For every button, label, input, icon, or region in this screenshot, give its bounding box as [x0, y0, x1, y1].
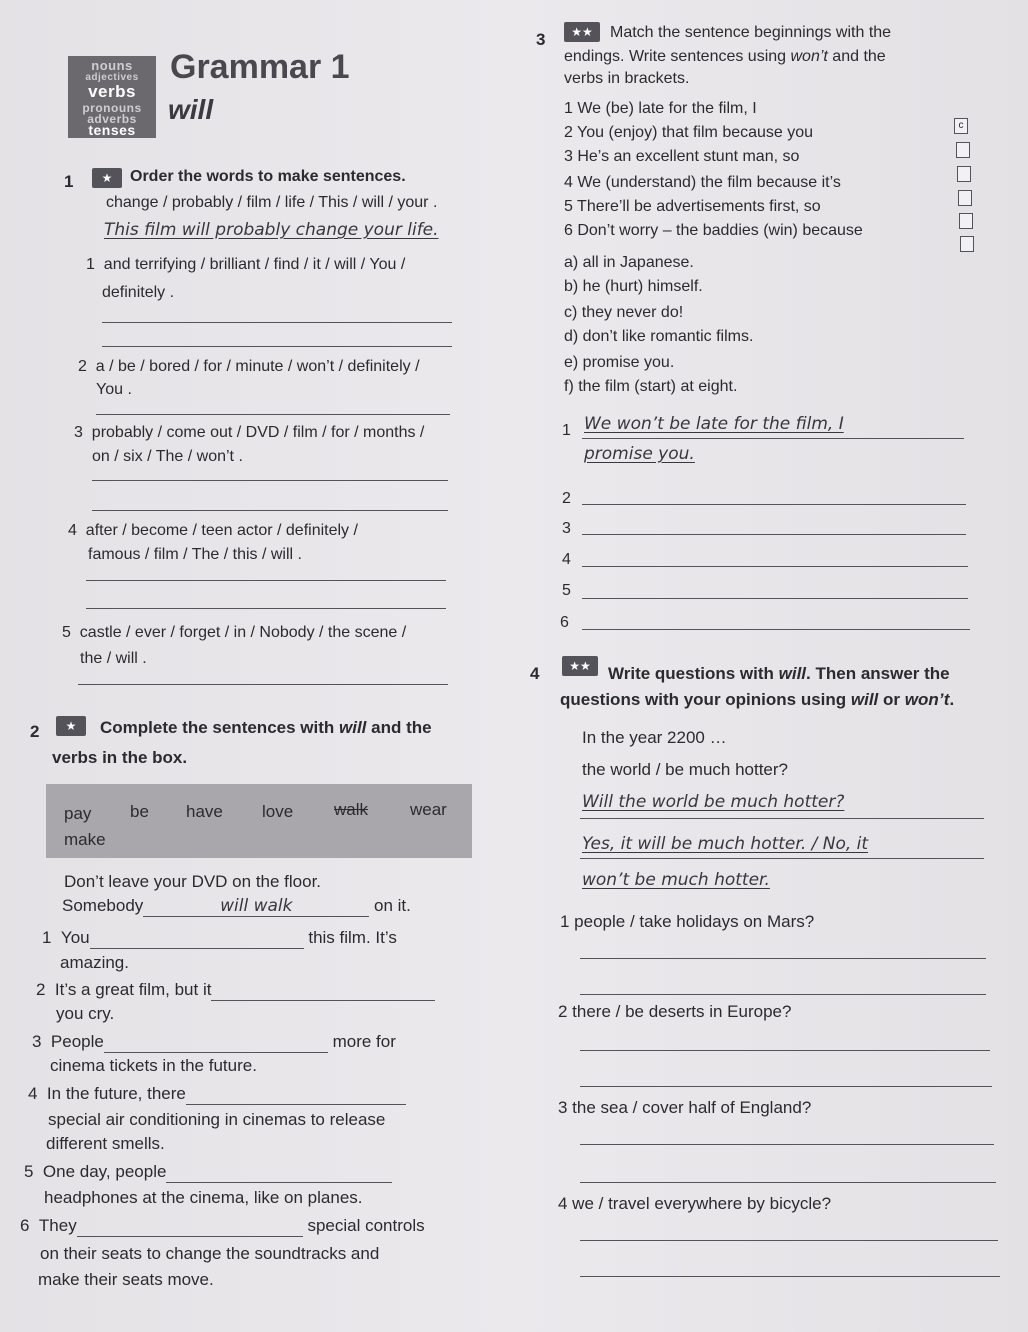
ex1-item-1: 1 and terrifying / brilliant / find / it / will / You / [86, 256, 406, 273]
logo-word: adverbs [87, 112, 137, 126]
ex2-item-3: 3 People more for [32, 1032, 396, 1051]
ex2-example-line2: Somebody will walk on it. [62, 896, 411, 916]
ex2-item-4-line3: different smells. [46, 1134, 165, 1153]
ex3-ending-e: e) promise you. [564, 354, 675, 371]
exercise-1-number: 1 [64, 172, 74, 191]
ex3-beginning-3: 3 He’s an excellent stunt man, so [564, 148, 800, 165]
exercise-2-number: 2 [30, 722, 40, 741]
ex2-example-answer: will walk [220, 896, 293, 916]
ex3-ending-b: b) he (hurt) himself. [564, 278, 703, 295]
ex1-item-4-line2: famous / film / The / this / will . [88, 546, 302, 563]
box-word: love [262, 802, 294, 821]
exercise-3-instruction: Match the sentence beginnings with the [610, 24, 892, 41]
ex1-item-3-line2: on / six / The / won’t . [92, 448, 243, 465]
ex2-item-2-line2: you cry. [56, 1004, 115, 1023]
ex2-blank-4[interactable] [186, 1084, 406, 1105]
star-icon: ★★ [562, 656, 598, 676]
match-box-4[interactable] [958, 190, 972, 206]
ex3-beginning-4: 4 We (understand) the film because it’s [564, 174, 841, 191]
ex2-blank-5[interactable] [166, 1162, 392, 1183]
ex3-answer-line-2[interactable] [582, 504, 966, 505]
ex1-answer-line-1a[interactable] [102, 322, 452, 323]
box-word-crossed: walk [334, 800, 369, 819]
ex1-answer-line-4b[interactable] [86, 608, 446, 609]
ex2-item-5: 5 One day, people [24, 1162, 392, 1183]
ex2-item-5-line2: headphones at the cinema, like on planes. [44, 1188, 363, 1207]
ex3-answer-line-1[interactable] [582, 438, 964, 439]
ex3-beginning-5: 5 There’ll be advertisements first, so [564, 198, 821, 215]
ex2-item-4-line2: special air conditioning in cinemas to release [48, 1110, 386, 1129]
page-title: Grammar 1 [170, 48, 350, 86]
ex2-example-line1: Don’t leave your DVD on the floor. [64, 872, 322, 891]
ex3-ending-c: c) they never do! [564, 304, 684, 321]
ex4-item-2: 2 there / be deserts in Europe? [558, 1002, 792, 1021]
ex3-answer-num-5: 5 [562, 582, 571, 599]
ex2-item-6-line3: make their seats move. [38, 1270, 214, 1289]
ex1-answer-line-3a[interactable] [92, 480, 448, 481]
ex1-item-2-line2: You . [96, 381, 132, 398]
box-word: pay [64, 804, 92, 823]
ex2-blank-1[interactable] [90, 928, 304, 949]
ex4-intro: In the year 2200 … [582, 728, 727, 747]
ex3-answer-line-4[interactable] [582, 566, 968, 567]
ex3-ending-d: d) don’t like romantic films. [564, 328, 754, 345]
match-box-2[interactable] [956, 142, 970, 158]
ex4-item-4: 4 we / travel everywhere by bicycle? [558, 1194, 832, 1213]
ex1-answer-line-2[interactable] [96, 414, 450, 415]
exercise-2-instruction: Complete the sentences with will and the [100, 718, 432, 737]
ex4-answer-line-2b[interactable] [580, 1086, 992, 1087]
ex2-item-1-line2: amazing. [60, 953, 129, 972]
ex3-beginning-1: 1 We (be) late for the film, I [564, 100, 757, 117]
logo-word: adjectives [85, 72, 139, 83]
ex4-answer-line-4a[interactable] [580, 1240, 998, 1241]
star-icon: ★ [56, 716, 86, 736]
ex3-answer-num-1: 1 [562, 422, 571, 439]
ex3-answer-line-3[interactable] [582, 534, 966, 535]
ex2-item-3-line2: cinema tickets in the future. [50, 1056, 257, 1075]
ex3-answer-1-line1: We won’t be late for the film, I [584, 414, 844, 434]
match-box-5[interactable] [959, 213, 973, 229]
ex2-blank-2[interactable] [211, 980, 435, 1001]
box-word: wear [410, 800, 447, 819]
exercise-3-number: 3 [536, 30, 546, 49]
ex4-answer-line-1a[interactable] [580, 958, 986, 959]
logo-word: nouns [91, 58, 133, 73]
ex2-item-6: 6 They special controls [20, 1216, 425, 1235]
ex3-answer-num-6: 6 [560, 614, 569, 631]
logo-word: tenses [88, 122, 136, 138]
logo-word: verbs [88, 82, 136, 101]
ex4-example-answer-line1: Yes, it will be much hotter. / No, it [582, 834, 869, 854]
exercise-3-instruction-line3: verbs in brackets. [564, 70, 690, 87]
ex4-example-answer-line2: won’t be much hotter. [582, 870, 770, 890]
logo-word: pronouns [82, 101, 142, 115]
ex1-example-answer: This film will probably change your life. [104, 220, 439, 240]
ex3-ending-f: f) the film (start) at eight. [564, 378, 738, 395]
star-icon: ★ [92, 168, 122, 188]
match-box-3[interactable] [957, 166, 971, 182]
ex2-item-6-line2: on their seats to change the soundtracks and [40, 1244, 380, 1263]
box-word: have [186, 802, 223, 821]
ex1-item-3: 3 probably / come out / DVD / film / for / months / [74, 424, 425, 441]
exercise-4-instruction-line2: questions with your opinions using will or won’t. [560, 690, 955, 709]
ex4-answer-line-3b[interactable] [580, 1182, 996, 1183]
ex3-ending-a: a) all in Japanese. [564, 254, 694, 271]
ex2-item-2: 2 It’s a great film, but it [36, 980, 435, 1001]
ex1-answer-line-1b[interactable] [102, 346, 452, 347]
ex3-answer-line-5[interactable] [582, 598, 968, 599]
ex4-example-line-1 [580, 818, 984, 819]
ex3-answer-1-line2: promise you. [584, 444, 695, 464]
ex3-answer-line-6[interactable] [582, 629, 970, 630]
ex4-example-line-2 [580, 858, 984, 859]
ex4-answer-line-1b[interactable] [580, 994, 986, 995]
ex3-answer-num-3: 3 [562, 520, 571, 537]
ex1-item-2: 2 a / be / bored / for / minute / won’t / definitely / [78, 358, 420, 375]
ex1-item-5-line2: the / will . [80, 650, 147, 667]
ex3-answer-num-4: 4 [562, 551, 571, 568]
ex1-answer-line-3b[interactable] [92, 510, 448, 511]
ex2-blank-6[interactable] [77, 1216, 303, 1237]
ex1-answer-line-5[interactable] [78, 684, 448, 685]
ex4-example-prompt: the world / be much hotter? [582, 760, 789, 779]
ex2-item-4: 4 In the future, there [28, 1084, 406, 1105]
exercise-1-instruction: Order the words to make sentences. [130, 168, 406, 185]
ex1-item-5: 5 castle / ever / forget / in / Nobody / the scene / [62, 624, 407, 641]
grammar-logo [68, 56, 156, 138]
match-box-1[interactable]: c [954, 118, 968, 134]
ex3-beginning-6: 6 Don’t worry – the baddies (win) because [564, 222, 863, 239]
ex2-item-1: 1 You this film. It’s [42, 928, 397, 947]
exercise-3-instruction-line2: endings. Write sentences using won’t and the [564, 48, 886, 65]
ex3-beginning-2: 2 You (enjoy) that film because you [564, 124, 814, 141]
ex3-answer-num-2: 2 [562, 490, 571, 507]
ex4-item-3: 3 the sea / cover half of England? [558, 1098, 812, 1117]
ex4-item-1: 1 people / take holidays on Mars? [560, 912, 815, 931]
exercise-4-number: 4 [530, 664, 540, 683]
box-word: make [64, 830, 106, 849]
ex1-example-words: change / probably / film / life / This / will / your . [106, 194, 438, 211]
box-word: be [130, 802, 149, 821]
ex4-answer-line-2a[interactable] [580, 1050, 990, 1051]
ex4-example-question: Will the world be much hotter? [582, 792, 845, 812]
ex1-item-1-line2: definitely . [102, 284, 175, 301]
star-icon: ★★ [564, 22, 600, 42]
ex4-answer-line-4b[interactable] [580, 1276, 1000, 1277]
verb-word-box [46, 784, 472, 858]
match-box-6[interactable] [960, 236, 974, 252]
ex1-item-4: 4 after / become / teen actor / definitely / [68, 522, 358, 539]
ex1-answer-line-4a[interactable] [86, 580, 446, 581]
ex4-answer-line-3a[interactable] [580, 1144, 994, 1145]
exercise-4-instruction: Write questions with will. Then answer the [608, 664, 950, 683]
exercise-2-instruction-line2: verbs in the box. [52, 748, 188, 767]
page-subtitle: will [168, 94, 214, 125]
ex2-blank-3[interactable] [104, 1032, 328, 1053]
